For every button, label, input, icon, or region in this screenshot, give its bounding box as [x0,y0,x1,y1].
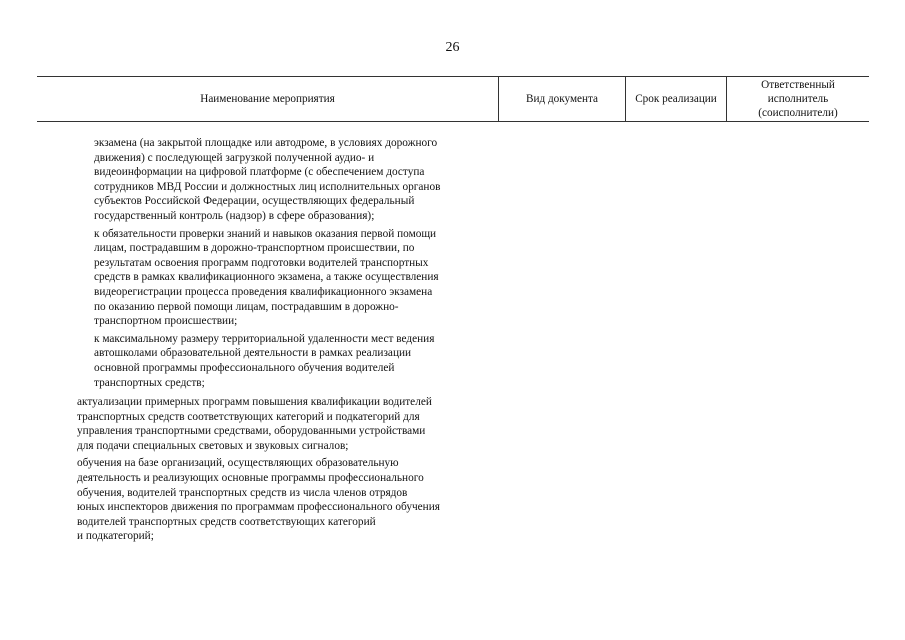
text-line: движения) с последующей загрузкой полученной аудио- и [94,151,375,164]
text-line: видеоинформации на цифровой платформе (с обеспечением доступа [94,166,425,179]
text-paragraph [94,136,504,224]
text-line: обучения, водителей транспортных средств из числа членов отрядов [77,486,408,499]
header-deadline: Срок реализации [625,77,726,121]
text-line: юных инспекторов движения по программам профессионального обучения [77,501,440,514]
page-number: 26 [445,40,460,55]
text-line: актуализации примерных программ повышения квалификации водителей [77,396,432,408]
text-line: водителей транспортных средств соответствующих категорий [77,515,376,528]
text-line: по оказанию первой помощи лицам, пострадавшим в дорожно- [94,300,399,313]
text-paragraph [94,332,504,390]
text-line: основной программы профессионального обучения водителей [94,361,395,374]
text-line: автошколами образовательной деятельности в рамках реализации [94,347,412,360]
text-line: транспортном происшествии; [94,315,238,328]
indented-text-block [94,136,504,393]
header-activity-name: Наименование мероприятия [200,93,335,105]
header-document-type: Вид документа [498,77,625,121]
text-paragraph [77,395,507,453]
table-header [37,76,869,122]
text-line: транспортных средств; [94,376,205,389]
text-line: к максимальному размеру территориальной удаленности мест ведения [94,332,435,345]
text-line: к обязательности проверки знаний и навыков оказания первой помощи [94,227,437,240]
header-responsible [726,77,869,121]
text-line: экзамена (на закрытой площадке или автодроме, в условиях дорожного [94,137,438,149]
header-responsible-line: Ответственный [761,79,835,91]
text-line: лицам, пострадавшим в дорожно-транспортном происшествии, по [94,242,415,255]
text-line: сотрудников МВД России и должностных лиц исполнительных органов [94,180,441,193]
text-line: видеорегистрации процесса проведения квалификационного экзамена [94,285,433,298]
text-line: и подкатегорий; [77,530,154,543]
text-line: государственный контроль (надзор) в сфере образования); [94,209,375,222]
text-line: субъектов Российской Федерации, осуществляющих федеральный [94,195,415,208]
text-line: для подачи специальных световых и звуковых сигналов; [77,439,349,452]
header-responsible-line: исполнитель [767,93,829,105]
text-line: средств в рамках квалификационного экзамена, а также осуществления [94,271,439,284]
text-line: деятельность и реализующих основные программы профессионального [77,471,424,484]
flush-text-block [77,395,507,547]
text-paragraph [77,456,507,544]
text-line: результатам освоения программ подготовки водителей транспортных [94,256,429,269]
header-responsible-line: (соисполнители) [758,107,838,119]
text-paragraph [94,227,504,329]
text-line: управления транспортными средствами, оборудованными устройствами [77,425,426,438]
text-line: обучения на базе организаций, осуществляющих образовательную [77,457,399,470]
text-line: транспортных средств соответствующих категорий и подкатегорий для [77,410,420,423]
